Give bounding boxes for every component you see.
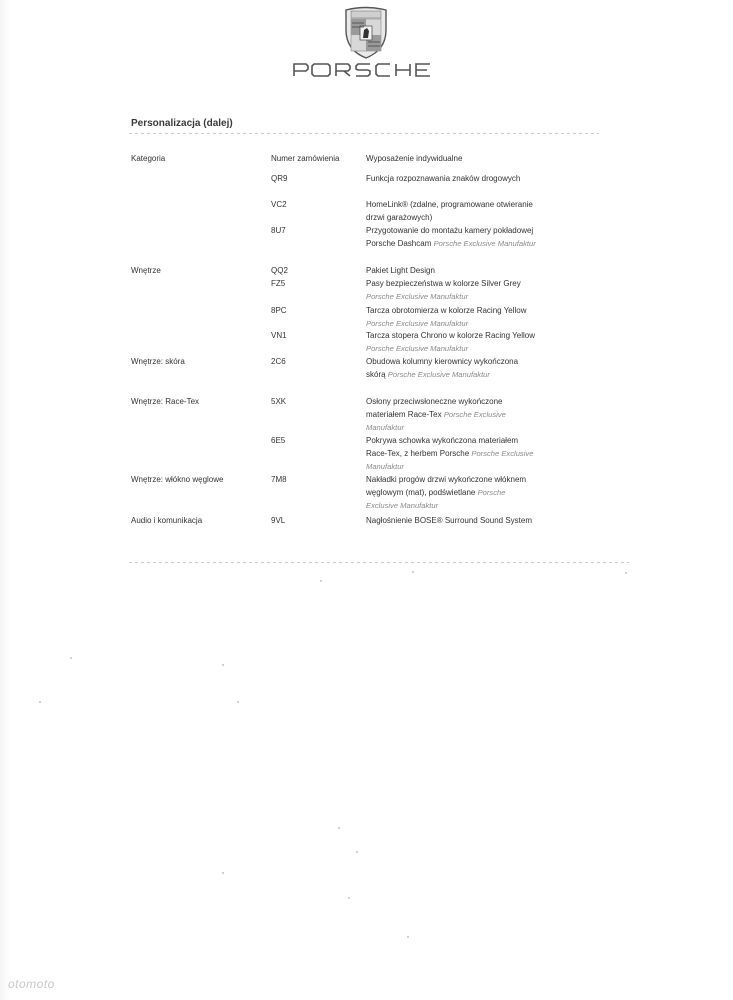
row-exclusive-note: Porsche Exclusive Manufaktur	[366, 488, 506, 510]
row-category: Wnętrze: włókno węglowe	[131, 475, 224, 484]
row-exclusive-note: Porsche Exclusive Manufaktur	[366, 344, 469, 353]
scan-artifact-line	[129, 133, 599, 134]
row-description-block	[366, 355, 538, 381]
row-order-code: VC2	[271, 200, 287, 209]
row-description: Osłony przeciwsłoneczne wykończone materiałem Race-Tex	[366, 397, 503, 419]
scan-speck	[222, 664, 224, 666]
scan-speck	[237, 701, 239, 703]
row-order-code: QQ2	[271, 266, 288, 275]
scan-speck	[320, 580, 322, 582]
scan-speck	[625, 572, 627, 574]
row-exclusive-note: Porsche Exclusive Manufaktur	[366, 449, 534, 471]
row-order-code: 8PC	[271, 306, 287, 315]
row-description-block	[366, 473, 538, 512]
row-description-block	[366, 264, 538, 277]
row-description: Pokrywa schowka wykończona materiałem Race-Tex, z herbem Porsche	[366, 436, 519, 458]
row-order-code: VN1	[271, 331, 287, 340]
scan-edge-shadow	[0, 0, 10, 1000]
row-description: Pakiet Light Design	[366, 266, 435, 275]
row-description-block	[366, 304, 538, 330]
row-description-block	[366, 198, 538, 224]
row-order-code: 8U7	[271, 226, 286, 235]
row-order-code: 5XK	[271, 397, 287, 406]
column-header-code: Numer zamówienia	[271, 154, 340, 163]
scan-artifact-line	[129, 562, 629, 563]
row-description: Funkcja rozpoznawania znaków drogowych	[366, 174, 521, 183]
porsche-wordmark-logo	[292, 63, 434, 77]
row-category: Wnętrze	[131, 266, 161, 275]
scan-speck	[407, 936, 409, 938]
row-description-block	[366, 434, 538, 473]
section-title: Personalizacja (dalej)	[131, 118, 233, 129]
row-exclusive-note: Porsche Exclusive Manufaktur	[433, 239, 536, 248]
scan-speck	[70, 657, 72, 659]
watermark: otomoto	[8, 977, 55, 991]
row-order-code: 9VL	[271, 516, 286, 525]
row-description: Tarcza stopera Chrono w kolorze Racing Yellow	[366, 331, 535, 340]
row-description: Przygotowanie do montażu kamery pokładowej Porsche Dashcam	[366, 226, 534, 248]
scan-speck	[222, 872, 224, 874]
row-category: Wnętrze: Race-Tex	[131, 397, 200, 406]
row-description-block	[366, 514, 538, 527]
scan-speck	[348, 897, 350, 899]
row-description-block	[366, 395, 538, 434]
porsche-crest-icon	[343, 6, 389, 60]
row-exclusive-note: Porsche Exclusive Manufaktur	[366, 410, 506, 432]
scan-speck	[39, 701, 41, 703]
scan-speck	[412, 571, 414, 573]
row-description: Obudowa kolumny kierownicy wykończona skórą	[366, 357, 519, 379]
row-description-block	[366, 329, 538, 355]
row-description: Nagłośnienie BOSE® Surround Sound System	[366, 516, 532, 525]
row-order-code: FZ5	[271, 279, 286, 288]
row-category: Wnętrze: skóra	[131, 357, 185, 366]
scan-speck	[338, 827, 340, 829]
row-description: HomeLink® (zdalne, programowane otwieranie drzwi garażowych)	[366, 200, 533, 222]
row-exclusive-note: Porsche Exclusive Manufaktur	[387, 370, 490, 379]
row-exclusive-note: Porsche Exclusive Manufaktur	[366, 292, 469, 301]
row-description: Pasy bezpieczeństwa w kolorze Silver Grey	[366, 279, 521, 288]
row-order-code: 2C6	[271, 357, 286, 366]
row-description-block	[366, 172, 538, 185]
row-exclusive-note: Porsche Exclusive Manufaktur	[366, 319, 469, 328]
column-header-description: Wyposażenie indywidualne	[366, 154, 463, 163]
row-order-code: 7M8	[271, 475, 287, 484]
column-header-category: Kategoria	[131, 154, 166, 163]
row-category: Audio i komunikacja	[131, 516, 203, 525]
row-description-block	[366, 224, 538, 250]
row-order-code: 6E5	[271, 436, 286, 445]
row-description-block	[366, 277, 538, 303]
row-description: Tarcza obrotomierza w kolorze Racing Yellow	[366, 306, 527, 315]
scan-speck	[356, 851, 358, 853]
row-description: Nakładki progów drzwi wykończone włóknem węglowym (mat), podświetlane	[366, 475, 527, 497]
row-order-code: QR9	[271, 174, 288, 183]
